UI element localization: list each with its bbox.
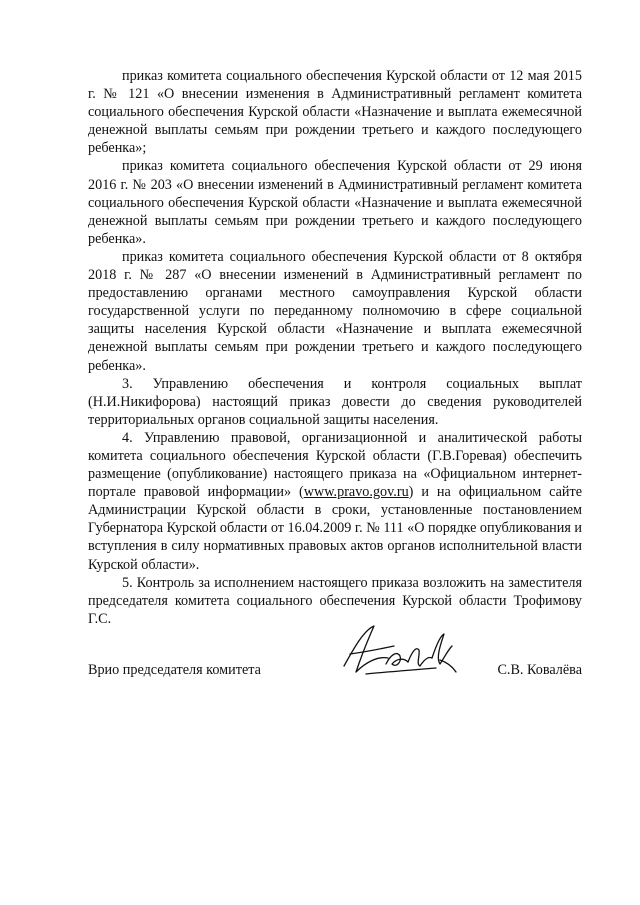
paragraph-order-2016: приказ комитета социального обеспечения Курской области от 29 июня 2016 г. № 203 «О внесении изменений в Административный регламент комитета социального обеспечения Курской области «Назначение и выплата ежемесячной денежной выплаты семьям при рождении третьего и каждого последующего ребенка».: [88, 158, 582, 247]
handwritten-signature: [336, 618, 462, 680]
signature-row: [88, 652, 582, 682]
signatory-name: С.В. Ковалёва: [497, 662, 582, 678]
item-4-text-end: ) и на официальном сайте Администрации Курской области в сроки, установленные постановлением Губернатора Курской области от 16.04.2009 г. № 111 «О порядке опубликования и вступления в силу нормативных правовых актов органов исполнительной власти Курской области».: [88, 484, 582, 573]
paragraph-order-2015: приказ комитета социального обеспечения Курской области от 12 мая 2015 г. № 121 «О внесении изменения в Административный регламент комитета социального обеспечения Курской области «Назначение и выплата ежемесячной денежной выплаты семьям при рождении третьего и каждого последующего ребенка»;: [88, 68, 582, 157]
paragraph-item-4: [88, 429, 582, 574]
paragraph-item-5: 5. Контроль за исполнением настоящего приказа возложить на заместителя председателя комитета социального обеспечения Курской области Трофимову Г.С.: [88, 574, 582, 627]
signatory-position: Врио председателя комитета: [88, 662, 261, 678]
item-4-text-start: 4. Управлению правовой, организационной и аналитической работы комитета социального обеспечения Курской области (Г.В.Горевая) обеспечить размещение (опубликование) настоящего приказа на «Официальном интернет-портале правовой информации» (: [88, 429, 582, 501]
paragraph-item-3: 3. Управлению обеспечения и контроля социальных выплат (Н.И.Никифорова) настоящий приказ довести до сведения руководителей территориальных органов социальной защиты населения.: [88, 375, 582, 428]
paragraph-order-2018: приказ комитета социального обеспечения Курской области от 8 октября 2018 г. № 287 «О внесении изменений в Административный регламент по предоставлению органами местного самоуправления Курской области государственной услуги по переданному полномочию в сфере социальной защиты населения Курской области «Назначение и выплата ежемесячной денежной выплаты семьям при рождении третьего и каждого последующего ребенка».: [88, 248, 582, 374]
document-body: [88, 67, 582, 628]
pravo-gov-link[interactable]: www.pravo.gov.ru: [303, 484, 409, 501]
